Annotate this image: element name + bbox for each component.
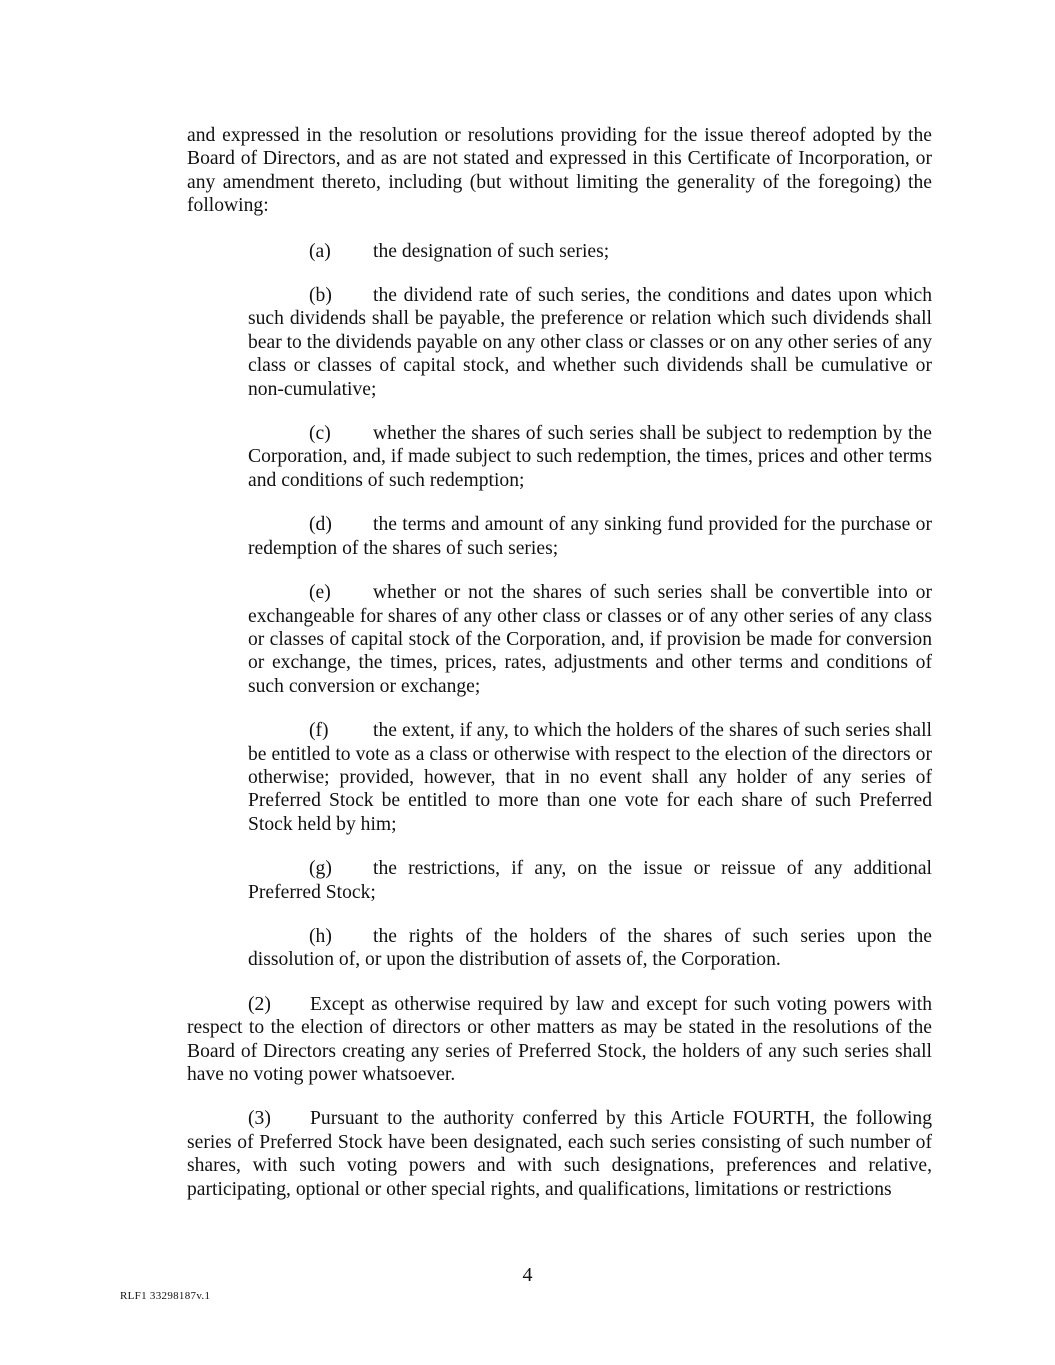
numbered-paragraph-2 [187,993,932,1087]
subclause-label: (a) [309,240,331,262]
subclause-text: the terms and amount of any sinking fund provided for the purchase or redemption of the shares of such series; [248,514,932,559]
paragraph-text: Pursuant to the authority conferred by this Article FOURTH, the following series of Preferred Stock have been designated, each such series consisting of such number of shares, with such voting powers and with such designations, preferences and relative, participating, optional or other special rights, and qualifications, limitations or restrictions [187,1108,932,1200]
subclause-label: (c) [309,423,331,445]
numbered-paragraph-3 [187,1107,932,1201]
subclause-c [248,422,932,492]
subclause-text: the rights of the holders of the shares of such series upon the dissolution of, or upon the distribution of assets of, the Corporation. [248,925,932,971]
subclause-e [248,581,932,698]
subclause-text: the designation of such series; [373,240,610,262]
paragraph-text: Except as otherwise required by law and except for such voting powers with respect to the election of directors or other matters as may be stated in the resolutions of the Board of Directors creating any series of Preferred Stock, the holders of any such series shall have no voting power whatsoever. [187,993,932,1085]
subclause-a [248,240,932,263]
page-number: 4 [522,1264,533,1286]
subclause-g [248,857,932,904]
subclause-text: whether the shares of such series shall be subject to redemption by the Corporation, and, if made subject to such redemption, the times, prices and other terms and conditions of such redemption; [248,423,932,491]
subclause-d [248,513,932,560]
subclause-text: the dividend rate of such series, the conditions and dates upon which such dividends shall be payable, the preference or relation which such dividends shall bear to the dividends payable on any other class or classes or on any other series of any class or classes of capital stock, and whether such dividends shall be cumulative or non-cumulative; [248,285,932,400]
paragraph-label: (3) [248,1108,271,1130]
subclause-label: (f) [309,720,329,742]
subclause-label: (h) [309,925,332,947]
subclause-text: the extent, if any, to which the holders of the shares of such series shall be entitled to vote as a class or otherwise with respect to the election of the directors or otherwise; provided, however, that in no event shall any holder of any series of Preferred Stock be entitled to more than one vote for each share of such Preferred Stock held by him; [248,720,932,835]
intro-paragraph: and expressed in the resolution or resolutions providing for the issue thereof adopted by the Board of Directors, and as are not stated and expressed in this Certificate of Incorporation, or any amendment thereto, including (but without limiting the generality of the foregoing) the following: [187,125,932,217]
subclause-text: whether or not the shares of such series shall be convertible into or exchangeable for shares of any other class or classes or of any other series of any class or classes of capital stock of the Corporation, and, if provision be made for conversion or exchange, the times, prices, rates, adjustments and other terms and conditions of such conversion or exchange; [248,582,932,697]
subclause-label: (e) [309,582,331,604]
subclause-f [248,719,932,836]
subclause-label: (b) [309,285,332,307]
document-id: RLF1 33298187v.1 [120,1290,211,1302]
subclause-b [248,284,932,401]
subclause-label: (d) [309,514,332,536]
subclause-text: the restrictions, if any, on the issue or reissue of any additional Preferred Stock; [248,858,932,903]
subclause-label: (g) [309,858,332,880]
document-body [187,124,932,1222]
subclause-h [248,925,932,972]
paragraph-label: (2) [248,993,271,1015]
